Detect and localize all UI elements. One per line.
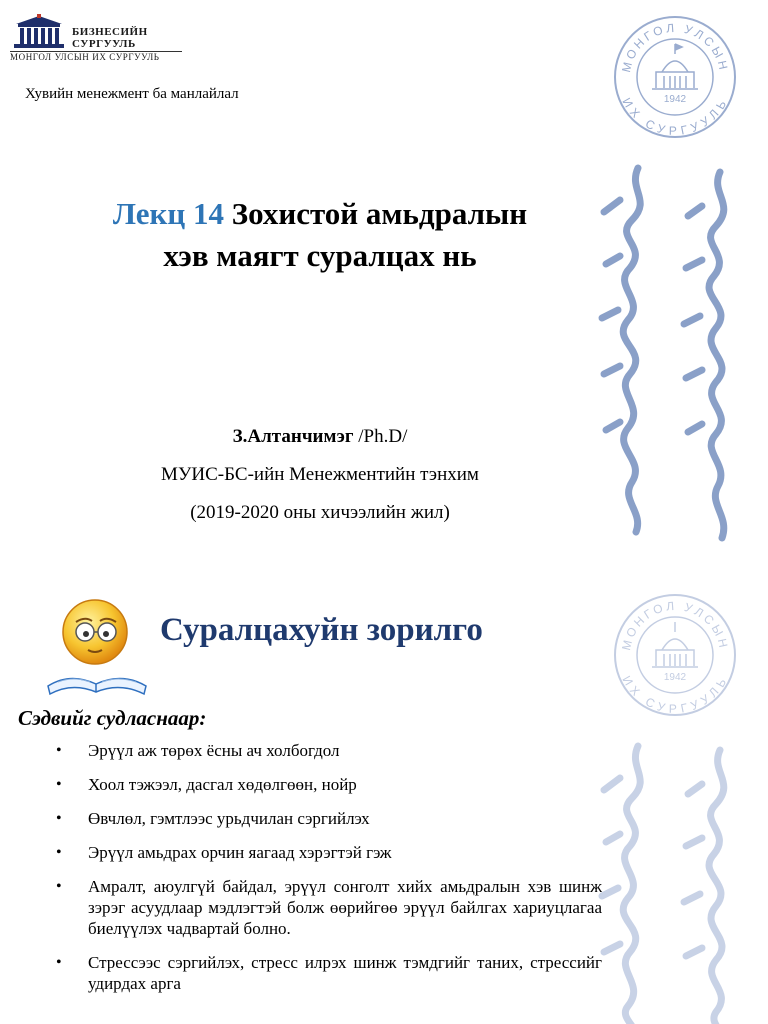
author-name: З.Алтанчимэг [232, 426, 354, 447]
business-school-logo [10, 14, 182, 62]
list-item: • Хоол тэжээл, дасгал хөдөлгөөн, нойр [56, 774, 602, 795]
seal-top-text: МОНГОЛ УЛСЫН [618, 20, 731, 74]
reading-smiley-icon [40, 590, 155, 700]
seal-top-text: МОНГОЛ УЛСЫН [618, 598, 731, 652]
building-logo-icon [10, 14, 68, 50]
course-name: Хувийн менежмент ба манлайлал [25, 86, 239, 102]
seal-year: 1942 [663, 94, 687, 105]
objectives-slide [0, 576, 768, 1024]
author-block [40, 418, 600, 532]
seal-year: 1942 [663, 672, 687, 683]
seal-bottom-text: ИХ СУРГУУЛЬ [619, 673, 731, 716]
seal-building-icon [652, 622, 698, 667]
list-item: • Стрессээс сэргийлэх, стресс илрэх шинж тэмдгийг таних, стрессийг удирдах арга [56, 952, 602, 994]
logo-text-line1: БИЗНЕСИЙН [72, 26, 148, 38]
logo-text-line2: СУРГУУЛЬ [72, 38, 136, 50]
author-degree: /Ph.D/ [358, 426, 408, 447]
objectives-subheading: Сэдвийг судласнаар: [18, 706, 207, 730]
author-department: МУИС-БС-ийн Менежментийн тэнхим [161, 464, 479, 485]
academic-year: (2019-2020 оны хичээлийн жил) [190, 502, 450, 523]
university-seal [612, 592, 738, 718]
list-item: • Эрүүл аж төрөх ёсны ач холбогдол [56, 740, 602, 761]
seal-bottom-text: ИХ СУРГУУЛЬ [619, 95, 731, 138]
university-seal [612, 14, 738, 140]
list-item: • Өвчлөл, гэмтлээс урьдчилан сэргийлэх [56, 808, 602, 829]
lecture-title-line2: хэв маягт суралцах нь [163, 238, 477, 273]
lecture-title [40, 193, 600, 277]
logo-text-line3: МОНГОЛ УЛСЫН ИХ СУРГУУЛЬ [10, 51, 182, 62]
lecture-title-line1: Зохистой амьдралын [231, 196, 528, 231]
objectives-heading: Суралцахуйн зорилго [160, 612, 483, 648]
list-item: • Эрүүл амьдрах орчин яагаад хэрэгтэй гэж [56, 842, 602, 863]
seal-building-icon [652, 44, 698, 89]
mongolian-script-decoration [590, 738, 760, 1024]
objectives-list [56, 740, 602, 1007]
list-item: • Амралт, аюулгүй байдал, эрүүл сонголт хийх амьдралын хэв шинж зэрэг асуудлаар мэдлэгтэй болж өөрийгөө эрүүл байлгах хариуцлагаа биелүүлэх чадвартай болно. [56, 876, 602, 939]
lecture-number: Лекц 14 [112, 196, 225, 231]
mongolian-script-decoration [590, 160, 760, 555]
